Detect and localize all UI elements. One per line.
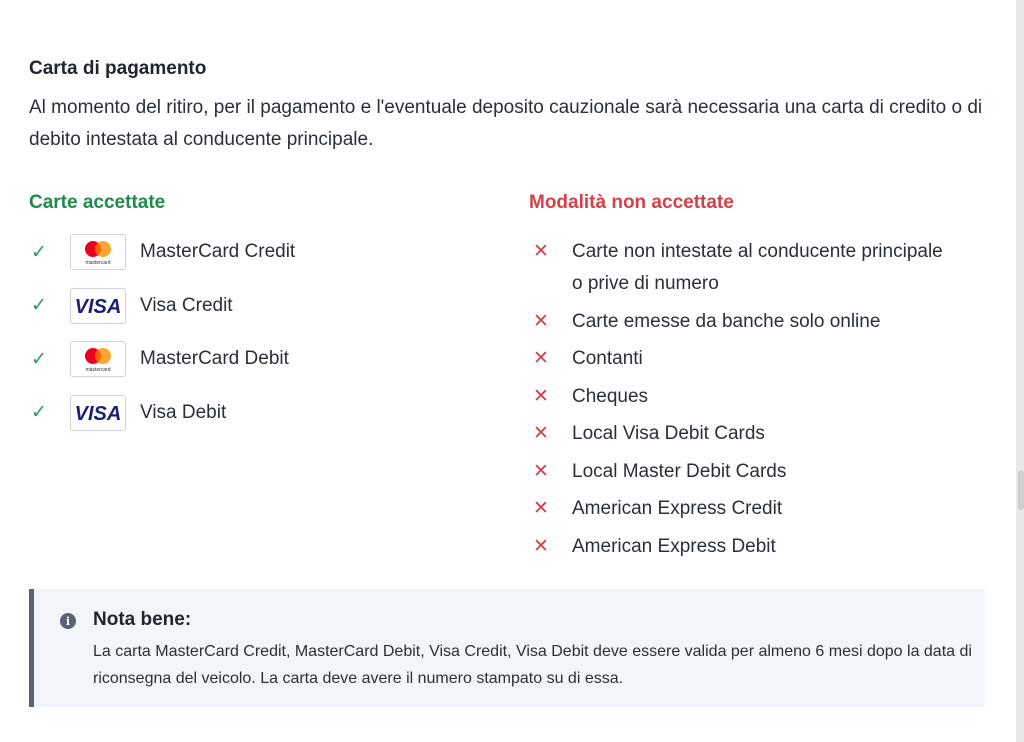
mastercard-logo: [70, 341, 126, 377]
check-icon: ✓: [31, 402, 47, 423]
rejected-label: Cheques: [572, 385, 649, 407]
cross-icon: ✕: [533, 498, 549, 519]
cross-icon: ✕: [533, 385, 549, 407]
note-title: Nota bene:: [93, 609, 192, 630]
svg-text:VISA: VISA: [74, 402, 122, 425]
list-item: [29, 339, 489, 379]
cross-icon: ✕: [533, 348, 549, 369]
list-item: [529, 531, 989, 563]
card-label: MasterCard Credit: [140, 241, 296, 262]
accepted-heading: Carte accettate: [29, 192, 166, 213]
list-item: [529, 418, 989, 450]
intro-text: Al momento del ritiro, per il pagamento e l'eventuale deposito cauzionale sarà necessaria una carta di credito o di debito intestata al conducente principale.: [29, 97, 983, 150]
rejected-label: American Express Debit: [572, 535, 776, 557]
svg-text:mastercard: mastercard: [85, 367, 111, 373]
scrollbar[interactable]: [1016, 0, 1024, 742]
note-text: La carta MasterCard Credit, MasterCard Debit, Visa Credit, Visa Debit deve essere valida per almeno 6 mesi dopo la data di riconsegna del veicolo. La carta deve avere il numero stampato su di essa.: [93, 643, 972, 687]
mastercard-logo: [70, 234, 126, 270]
card-label: MasterCard Debit: [140, 348, 289, 369]
note-box: [29, 589, 985, 707]
list-item: [529, 493, 989, 525]
rejected-label: American Express Credit: [572, 498, 783, 519]
check-icon: ✓: [31, 295, 47, 316]
list-item: [29, 286, 489, 326]
rejected-label: Contanti: [572, 348, 643, 369]
rejected-label: Local Master Debit Cards: [572, 460, 787, 482]
list-item: [529, 306, 989, 338]
rejected-list: [529, 236, 989, 568]
cross-icon: ✕: [533, 423, 549, 444]
cross-icon: ✕: [533, 241, 549, 262]
rejected-label: Carte non intestate al conducente principale o prive di numero: [572, 241, 943, 294]
list-item: [529, 381, 989, 413]
rejected-label: Carte emesse da banche solo online: [572, 310, 881, 332]
rejected-label: Local Visa Debit Cards: [572, 423, 765, 444]
rejected-heading: Modalità non accettate: [529, 192, 734, 213]
list-item: [29, 393, 489, 433]
list-item: [529, 456, 989, 488]
check-icon: ✓: [31, 241, 47, 263]
cross-icon: ✕: [533, 460, 549, 482]
accepted-list: [29, 232, 489, 446]
check-icon: ✓: [31, 348, 47, 370]
visa-logo: [70, 395, 126, 431]
list-item: [529, 343, 989, 375]
scrollbar-thumb[interactable]: [1018, 470, 1024, 510]
card-label: Visa Credit: [140, 294, 233, 316]
visa-logo: [70, 288, 126, 324]
info-icon: i: [60, 613, 76, 629]
cross-icon: ✕: [533, 535, 549, 557]
list-item: [29, 232, 489, 272]
list-item: [529, 236, 989, 300]
card-label: Visa Debit: [140, 401, 227, 423]
svg-text:mastercard: mastercard: [85, 260, 111, 266]
cross-icon: ✕: [533, 310, 549, 332]
section-title: Carta di pagamento: [29, 58, 207, 79]
svg-text:VISA: VISA: [74, 295, 122, 318]
